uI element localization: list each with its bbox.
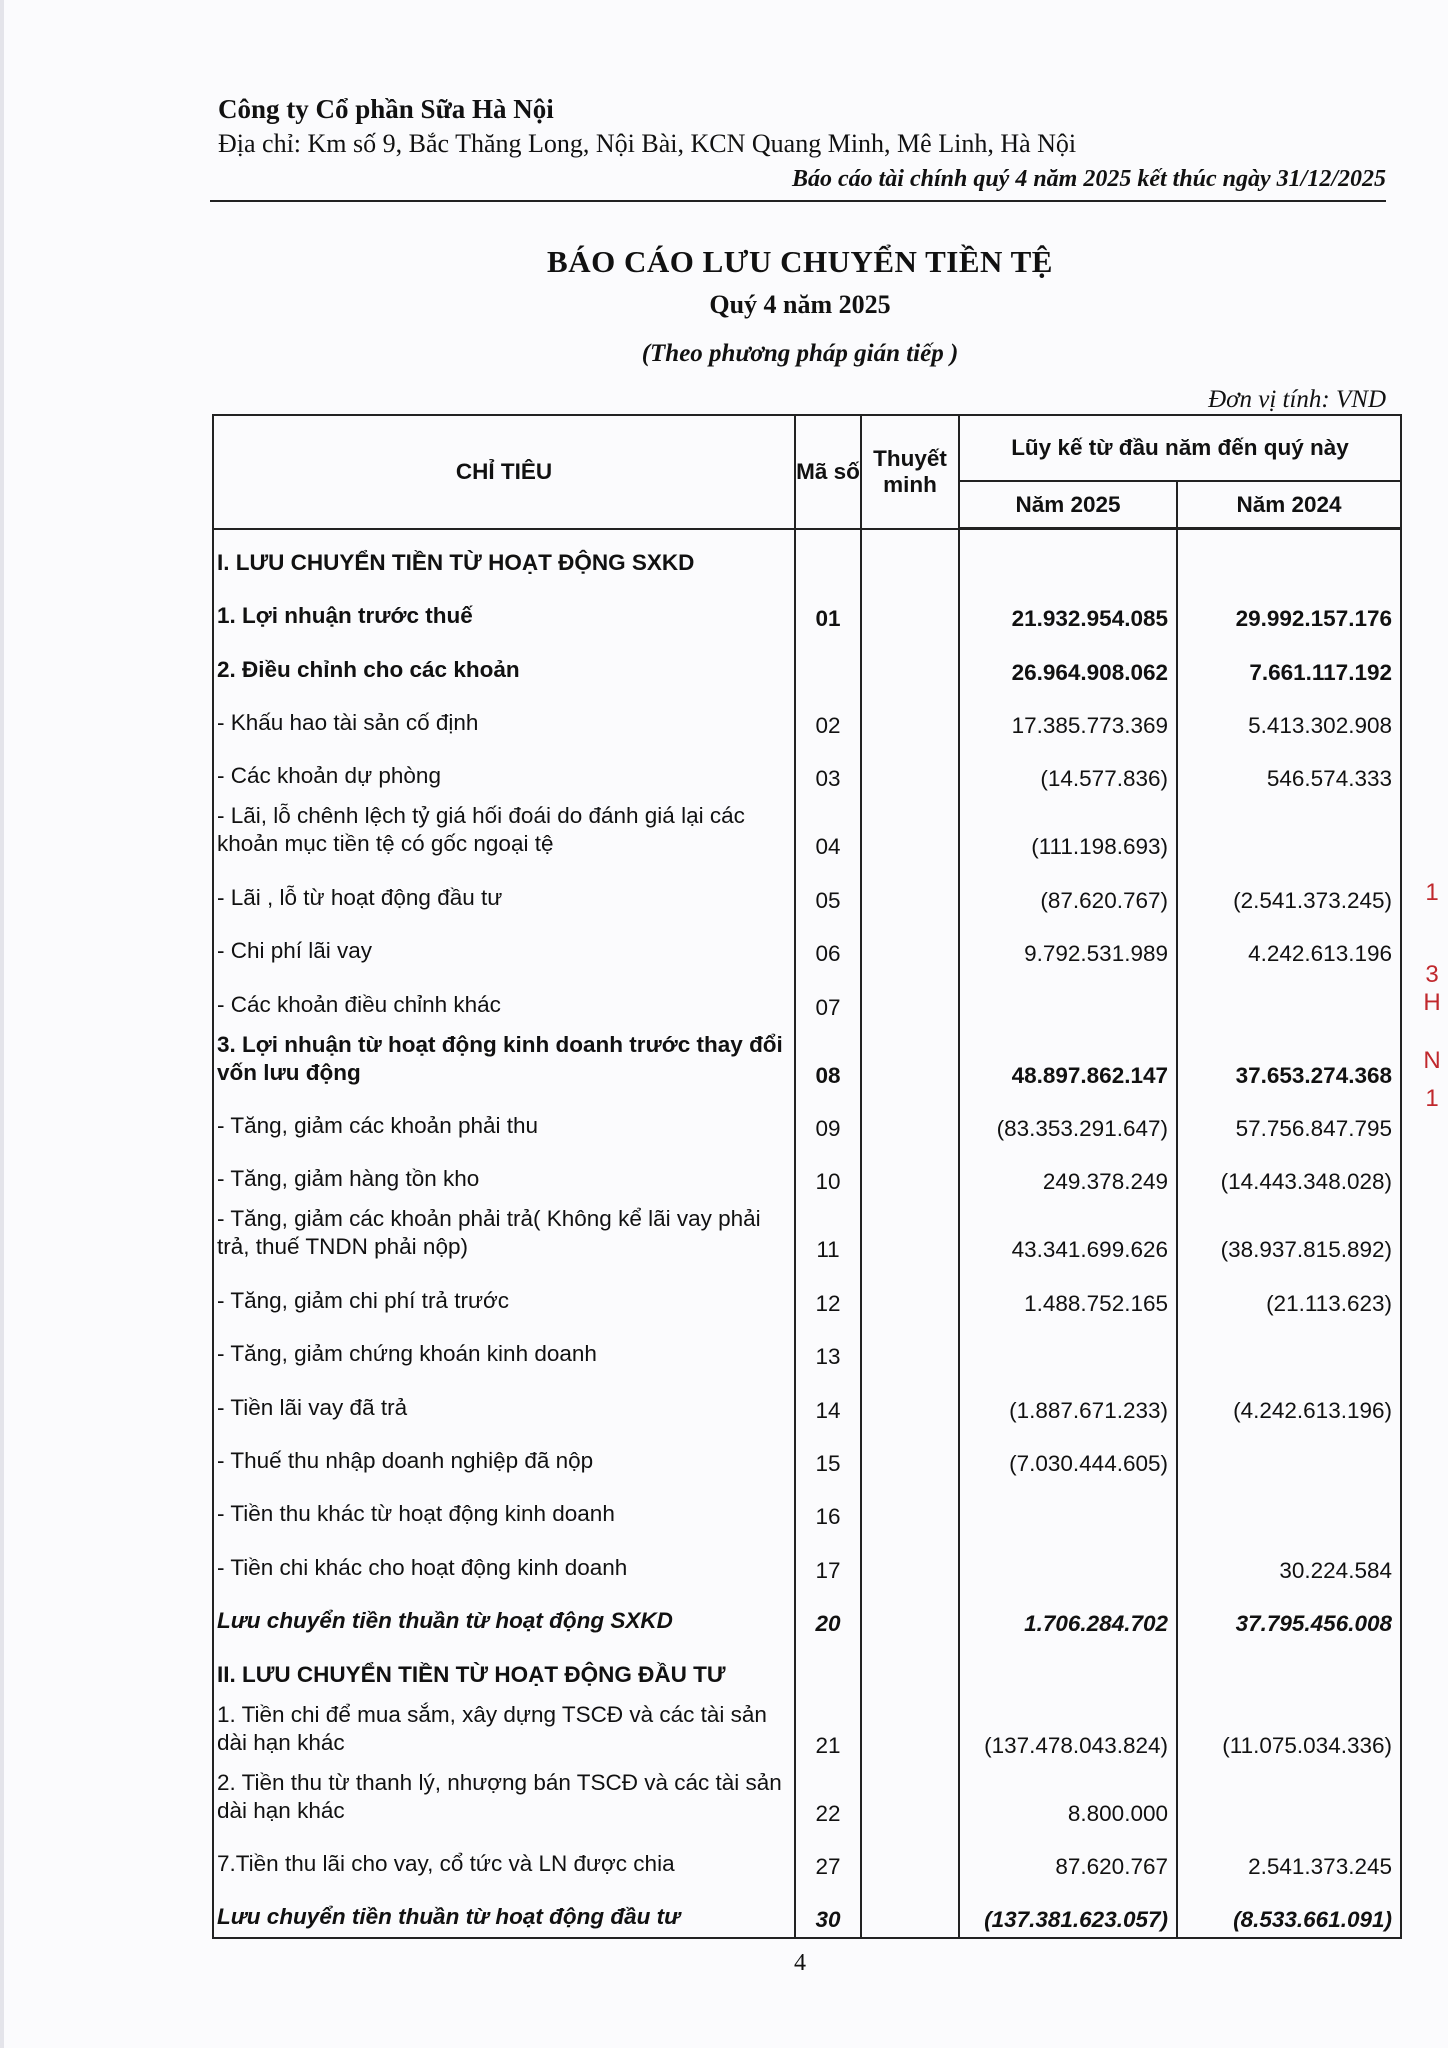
table-row	[213, 529, 1401, 583]
table-row	[213, 1267, 1401, 1320]
row-label: - Các khoản điều chỉnh khác	[213, 971, 795, 1024]
row-note	[861, 1428, 959, 1481]
row-code: 12	[795, 1267, 861, 1320]
table-row	[213, 636, 1401, 689]
table-row	[213, 1374, 1401, 1427]
row-code: 04	[795, 796, 861, 864]
row-value-2024	[1177, 1428, 1401, 1481]
row-note	[861, 1695, 959, 1763]
row-label: I. LƯU CHUYỂN TIỀN TỪ HOẠT ĐỘNG SXKD	[213, 529, 795, 583]
row-label: 1. Lợi nhuận trước thuế	[213, 583, 795, 636]
row-code	[795, 529, 861, 583]
row-label: 3. Lợi nhuận từ hoạt động kinh doanh trước thay đổi vốn lưu động	[213, 1025, 795, 1093]
row-label: 2. Tiền thu từ thanh lý, nhượng bán TSCĐ và các tài sản dài hạn khác	[213, 1763, 795, 1831]
table-row	[213, 1534, 1401, 1587]
row-note	[861, 529, 959, 583]
row-code: 16	[795, 1481, 861, 1534]
row-code	[795, 1641, 861, 1694]
row-note	[861, 1374, 959, 1427]
row-value-2025: 87.620.767	[959, 1831, 1177, 1884]
row-value-2024: 30.224.584	[1177, 1534, 1401, 1587]
row-code: 21	[795, 1695, 861, 1763]
row-code: 27	[795, 1831, 861, 1884]
row-value-2024	[1177, 1321, 1401, 1374]
row-value-2025: 26.964.908.062	[959, 636, 1177, 689]
row-value-2024: (4.242.613.196)	[1177, 1374, 1401, 1427]
row-value-2025: 17.385.773.369	[959, 690, 1177, 743]
row-code: 15	[795, 1428, 861, 1481]
row-value-2025: 9.792.531.989	[959, 918, 1177, 971]
row-code: 30	[795, 1884, 861, 1938]
row-code: 22	[795, 1763, 861, 1831]
row-code: 05	[795, 864, 861, 917]
row-code: 01	[795, 583, 861, 636]
row-value-2024: (14.443.348.028)	[1177, 1146, 1401, 1199]
table-row	[213, 796, 1401, 864]
row-code: 10	[795, 1146, 861, 1199]
row-note	[861, 1831, 959, 1884]
cash-flow-table	[212, 414, 1402, 1939]
table-row	[213, 971, 1401, 1024]
row-code: 14	[795, 1374, 861, 1427]
row-value-2025: (14.577.836)	[959, 743, 1177, 796]
row-label: II. LƯU CHUYỂN TIỀN TỪ HOẠT ĐỘNG ĐẦU TƯ	[213, 1641, 795, 1694]
company-address: Địa chỉ: Km số 9, Bắc Thăng Long, Nội Bài, KCN Quang Minh, Mê Linh, Hà Nội	[218, 129, 1077, 158]
row-value-2024	[1177, 796, 1401, 864]
row-code	[795, 636, 861, 689]
row-value-2025	[959, 1534, 1177, 1587]
row-label: 1. Tiền chi để mua sắm, xây dựng TSCĐ và các tài sản dài hạn khác	[213, 1695, 795, 1763]
row-code: 07	[795, 971, 861, 1024]
header-note: Thuyết minh	[861, 415, 959, 529]
row-note	[861, 864, 959, 917]
row-value-2024	[1177, 971, 1401, 1024]
row-value-2024: 37.653.274.368	[1177, 1025, 1401, 1093]
row-value-2024	[1177, 1481, 1401, 1534]
row-label: - Lãi, lỗ chênh lệch tỷ giá hối đoái do đánh giá lại các khoản mục tiền tệ có gốc ngoại tệ	[213, 796, 795, 864]
row-label: - Tiền thu khác từ hoạt động kinh doanh	[213, 1481, 795, 1534]
table-row	[213, 1641, 1401, 1694]
stamp-glyph: 1	[1425, 1085, 1439, 1112]
row-value-2024: (21.113.623)	[1177, 1267, 1401, 1320]
row-label: - Tiền lãi vay đã trả	[213, 1374, 795, 1427]
row-note	[861, 1534, 959, 1587]
row-note	[861, 971, 959, 1024]
header-item: CHỈ TIÊU	[213, 415, 795, 529]
row-note	[861, 1321, 959, 1374]
table-row	[213, 743, 1401, 796]
row-label: - Khấu hao tài sản cố định	[213, 690, 795, 743]
row-value-2025: 21.932.954.085	[959, 583, 1177, 636]
table-row	[213, 1695, 1401, 1763]
row-code: 08	[795, 1025, 861, 1093]
row-note	[861, 743, 959, 796]
row-label: - Lãi , lỗ từ hoạt động đầu tư	[213, 864, 795, 917]
stamp-glyph: N	[1423, 1047, 1441, 1074]
row-value-2024: 5.413.302.908	[1177, 690, 1401, 743]
table-row	[213, 1588, 1401, 1641]
row-value-2025: (83.353.291.647)	[959, 1093, 1177, 1146]
table-row	[213, 1428, 1401, 1481]
row-code: 20	[795, 1588, 861, 1641]
row-note	[861, 1588, 959, 1641]
row-value-2025: (137.381.623.057)	[959, 1884, 1177, 1938]
table-row	[213, 1321, 1401, 1374]
row-note	[861, 1481, 959, 1534]
row-code: 17	[795, 1534, 861, 1587]
row-value-2025: 48.897.862.147	[959, 1025, 1177, 1093]
table-row	[213, 1763, 1401, 1831]
row-value-2025: (137.478.043.824)	[959, 1695, 1177, 1763]
row-label: - Thuế thu nhập doanh nghiệp đã nộp	[213, 1428, 795, 1481]
row-value-2025: 1.488.752.165	[959, 1267, 1177, 1320]
row-value-2025	[959, 1481, 1177, 1534]
row-value-2025: 249.378.249	[959, 1146, 1177, 1199]
row-label: - Tiền chi khác cho hoạt động kinh doanh	[213, 1534, 795, 1587]
row-code: 03	[795, 743, 861, 796]
table-row	[213, 1025, 1401, 1093]
row-value-2025	[959, 1641, 1177, 1694]
row-code: 06	[795, 918, 861, 971]
table-row	[213, 864, 1401, 917]
row-label: - Tăng, giảm các khoản phải trả( Không kể lãi vay phải trả, thuế TNDN phải nộp)	[213, 1199, 795, 1267]
table-row	[213, 1481, 1401, 1534]
row-label: Lưu chuyển tiền thuần từ hoạt động SXKD	[213, 1588, 795, 1641]
row-value-2025: (7.030.444.605)	[959, 1428, 1177, 1481]
row-label: - Tăng, giảm chi phí trả trước	[213, 1267, 795, 1320]
row-label: - Tăng, giảm hàng tồn kho	[213, 1146, 795, 1199]
row-code: 11	[795, 1199, 861, 1267]
table-row	[213, 1146, 1401, 1199]
header-year-2024: Năm 2024	[1177, 481, 1401, 529]
table-body	[213, 529, 1401, 1939]
row-value-2024	[1177, 1641, 1401, 1694]
table-row	[213, 690, 1401, 743]
header-cumulative: Lũy kế từ đầu năm đến quý này	[959, 415, 1401, 481]
row-value-2025: 8.800.000	[959, 1763, 1177, 1831]
table-row	[213, 1884, 1401, 1938]
row-note	[861, 1025, 959, 1093]
row-value-2024: 2.541.373.245	[1177, 1831, 1401, 1884]
row-code: 09	[795, 1093, 861, 1146]
row-code: 02	[795, 690, 861, 743]
table-row	[213, 583, 1401, 636]
row-note	[861, 636, 959, 689]
row-label: - Tăng, giảm các khoản phải thu	[213, 1093, 795, 1146]
row-note	[861, 1641, 959, 1694]
row-value-2024: 57.756.847.795	[1177, 1093, 1401, 1146]
header-year-2025: Năm 2025	[959, 481, 1177, 529]
table-row	[213, 1093, 1401, 1146]
row-value-2025: (111.198.693)	[959, 796, 1177, 864]
row-value-2024: (2.541.373.245)	[1177, 864, 1401, 917]
header-code: Mã số	[795, 415, 861, 529]
row-note	[861, 1884, 959, 1938]
stamp-glyph: 3	[1425, 961, 1439, 988]
row-value-2024	[1177, 1763, 1401, 1831]
report-period-note: Báo cáo tài chính quý 4 năm 2025 kết thúc ngày 31/12/2025	[791, 166, 1386, 192]
row-note	[861, 690, 959, 743]
row-value-2025: 43.341.699.626	[959, 1199, 1177, 1267]
row-label: - Chi phí lãi vay	[213, 918, 795, 971]
table-header	[213, 415, 1401, 529]
row-value-2025	[959, 1321, 1177, 1374]
row-value-2024: 37.795.456.008	[1177, 1588, 1401, 1641]
row-value-2025: (87.620.767)	[959, 864, 1177, 917]
page-number: 4	[794, 1950, 806, 1976]
row-label: Lưu chuyển tiền thuần từ hoạt động đầu tư	[213, 1884, 795, 1938]
row-code: 13	[795, 1321, 861, 1374]
table-row	[213, 1831, 1401, 1884]
row-value-2024: 546.574.333	[1177, 743, 1401, 796]
row-note	[861, 1146, 959, 1199]
row-value-2024: 4.242.613.196	[1177, 918, 1401, 971]
table-row	[213, 1199, 1401, 1267]
row-label: - Tăng, giảm chứng khoán kinh doanh	[213, 1321, 795, 1374]
report-subtitle: Quý 4 năm 2025	[709, 290, 891, 319]
row-note	[861, 1267, 959, 1320]
row-value-2024: 29.992.157.176	[1177, 583, 1401, 636]
row-note	[861, 796, 959, 864]
report-method: (Theo phương pháp gián tiếp )	[641, 340, 959, 367]
row-note	[861, 1199, 959, 1267]
report-title: BÁO CÁO LƯU CHUYỂN TIỀN TỆ	[547, 244, 1053, 279]
row-value-2024: (11.075.034.336)	[1177, 1695, 1401, 1763]
row-label: 7.Tiền thu lãi cho vay, cổ tức và LN được chia	[213, 1831, 795, 1884]
stamp-glyph: 1	[1425, 879, 1439, 906]
row-note	[861, 1093, 959, 1146]
row-value-2025: 1.706.284.702	[959, 1588, 1177, 1641]
stamp-glyph: H	[1423, 989, 1441, 1016]
row-label: - Các khoản dự phòng	[213, 743, 795, 796]
row-value-2024	[1177, 529, 1401, 583]
row-value-2024: (8.533.661.091)	[1177, 1884, 1401, 1938]
company-name: Công ty Cổ phần Sữa Hà Nội	[218, 94, 554, 124]
table-row	[213, 918, 1401, 971]
row-value-2025	[959, 971, 1177, 1024]
row-note	[861, 1763, 959, 1831]
row-value-2024: (38.937.815.892)	[1177, 1199, 1401, 1267]
row-value-2025	[959, 529, 1177, 583]
row-value-2025: (1.887.671.233)	[959, 1374, 1177, 1427]
row-value-2024: 7.661.117.192	[1177, 636, 1401, 689]
currency-unit: Đơn vị tính: VND	[1208, 386, 1386, 413]
row-label: 2. Điều chỉnh cho các khoản	[213, 636, 795, 689]
row-note	[861, 918, 959, 971]
document-header	[218, 92, 1386, 196]
row-note	[861, 583, 959, 636]
header-rule	[210, 200, 1386, 202]
